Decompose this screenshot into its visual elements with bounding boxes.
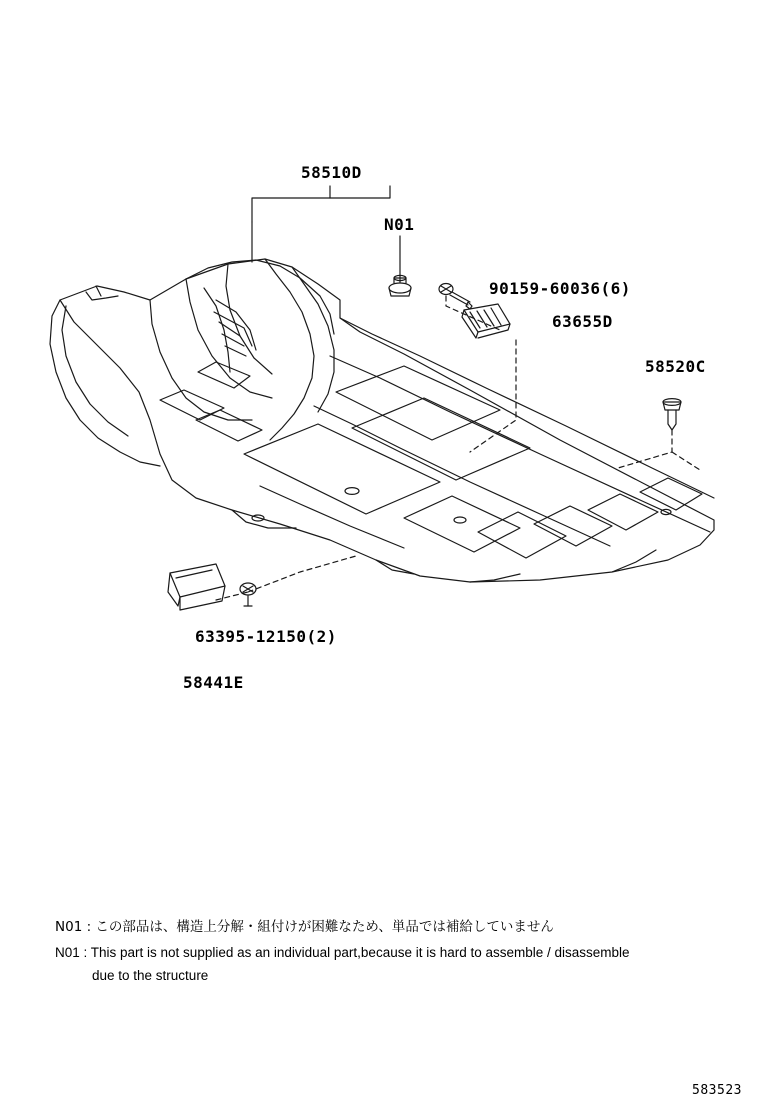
part-63395-12150-clip [240, 583, 256, 606]
label-58441e: 58441E [183, 673, 244, 692]
part-58441e-panel [168, 564, 225, 610]
label-63655d: 63655D [552, 312, 613, 331]
part-90159-60036-screw [439, 284, 472, 310]
diagram-reference-code: 583523 [692, 1083, 742, 1098]
floor-carpet-main [50, 259, 714, 582]
label-63395-12150: 63395-12150(2) [195, 627, 337, 646]
floor-carpet-secondary [186, 260, 334, 372]
leader-lines-dashed [216, 296, 700, 600]
label-n01: N01 [384, 215, 415, 234]
part-58520c-clip [663, 399, 681, 430]
leader-lines [252, 186, 400, 282]
label-58510d: 58510D [301, 163, 362, 182]
note-japanese: N01 : この部品は、構造上分解・組付けが困難なため、単品では補給していません [55, 919, 554, 935]
part-63655d-duct [462, 304, 510, 338]
label-90159-60036: 90159-60036(6) [489, 279, 631, 298]
label-58520c: 58520C [645, 357, 706, 376]
note-english-line1: N01 : This part is not supplied as an individual part,because it is hard to assemble / disassemble [55, 945, 630, 960]
note-english-line2: due to the structure [92, 968, 209, 983]
part-n01-grommet [389, 275, 411, 296]
